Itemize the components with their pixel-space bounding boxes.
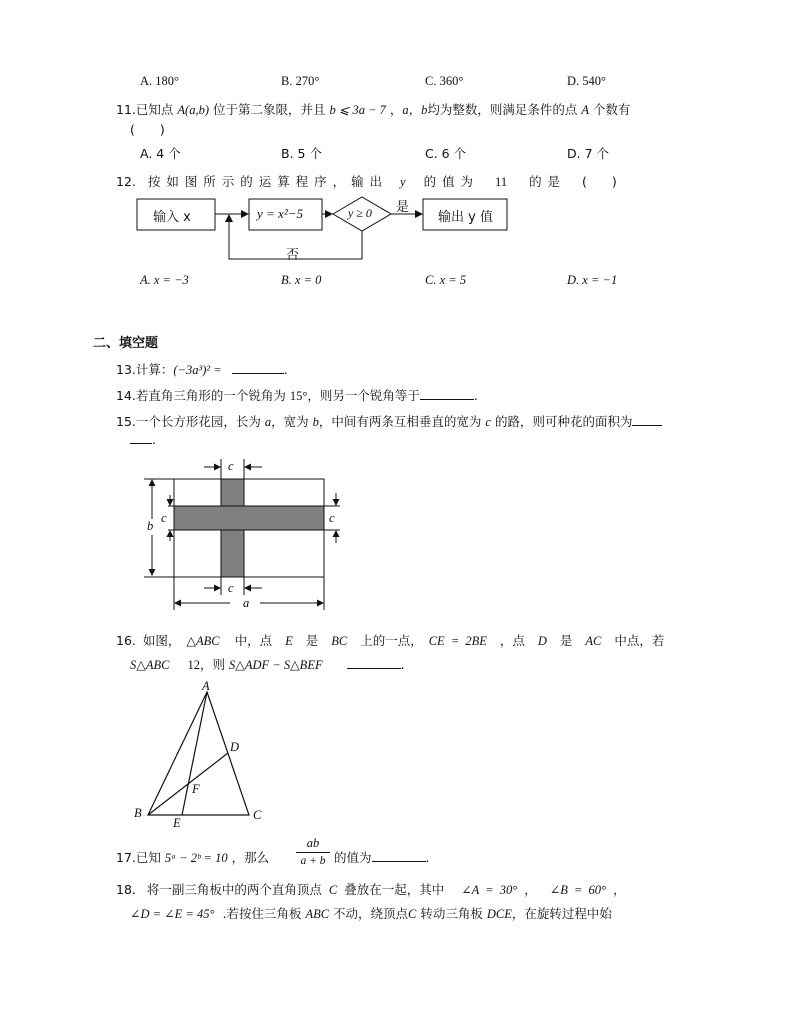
q14-number: 14. <box>116 388 136 403</box>
flow-condition-label: y ≥ 0 <box>348 206 372 220</box>
q12-text-3: 的 是 <box>529 174 561 189</box>
q18-sep: ， <box>524 882 537 897</box>
q10-option-c: C. 360° <box>425 74 464 88</box>
q18-c2: C <box>408 907 417 921</box>
q16-text-2: 中，点 <box>234 633 273 648</box>
q16-text-6: 是 <box>559 633 573 648</box>
q11-option-d: D. 7 个 <box>567 146 609 161</box>
q13-text: 计算： <box>135 362 174 377</box>
q11-text-4: 均为整数，则满足条件的点 <box>427 102 578 117</box>
q18-abc: ABC <box>305 907 330 921</box>
q18-text-2: 叠放在一起，其中 <box>344 882 445 897</box>
q18-line2 <box>130 904 612 922</box>
q17-text-3: 的值为 <box>334 850 372 865</box>
q17-fraction-numerator: ab <box>306 836 320 850</box>
q17-text-2: ，那么 <box>231 850 270 865</box>
q11-bracket: ( ) <box>130 122 165 137</box>
flow-input-label: 输入 x <box>153 210 191 225</box>
q11-text-3: ， <box>389 102 403 117</box>
q15-end: . <box>152 432 156 447</box>
q17-cond: 5ᵃ − 2ᵇ = 10 <box>164 851 228 865</box>
q12-option-a: A. x = −3 <box>140 273 189 287</box>
q11-line1 <box>116 100 631 118</box>
q15-a: a <box>264 415 272 429</box>
q16-fig-b: B <box>134 806 142 820</box>
q16-end: . <box>400 657 405 672</box>
q16-text-5: ，点 <box>499 633 525 648</box>
q12-option-d: D. x = −1 <box>567 273 618 287</box>
q11-option-b: B. 5 个 <box>281 146 322 161</box>
q12-text-1: 按 如 图 所 示 的 运 算 程 序 ， 输 出 <box>147 174 383 189</box>
q16-number: 16. <box>116 633 136 648</box>
q18-ang-a: ∠A = 30° <box>461 883 518 897</box>
q18-text-6: ，在旋转过程中始 <box>511 906 612 921</box>
q14-text-1: 若直角三角形的一个锐角为 <box>135 388 286 403</box>
q15-text-4: 的路，则可种花的面积为 <box>494 414 633 429</box>
q11-option-c: C. 6 个 <box>425 146 467 161</box>
q18-text-4: 不动，绕顶点 <box>333 906 409 921</box>
q17-fraction-bar <box>296 852 330 853</box>
q11-text-5: 个数有 <box>593 102 631 117</box>
q15-fig-c-bottom: c <box>228 581 234 595</box>
q16-e: E <box>285 634 293 648</box>
q10-option-a: A. 180° <box>140 74 180 88</box>
q18-ang-b: ∠B = 60° <box>549 883 607 897</box>
q11-point-a: A <box>581 103 590 117</box>
q12-value: 11 <box>495 175 508 189</box>
flow-no-label: 否 <box>286 248 300 263</box>
q18-ang-de: ∠D = ∠E = 45° <box>130 907 215 921</box>
q16-fig-d: D <box>230 740 240 754</box>
q16-diff: S△ADF − S△BEF <box>228 658 323 672</box>
q18-line1 <box>116 880 626 898</box>
q16-line2 <box>130 655 405 673</box>
q16-text-8: ，则 <box>199 657 225 672</box>
q12-option-c: C. x = 5 <box>425 273 467 287</box>
q15-number: 15. <box>116 414 136 429</box>
q14-answer-blank <box>420 388 474 400</box>
q15-fig-c-left: c <box>161 511 167 525</box>
q13-end: . <box>283 362 288 377</box>
q17-number: 17. <box>116 850 136 865</box>
segment-bd <box>148 753 228 815</box>
q12-number: 12. <box>116 174 136 189</box>
q16-bc: BC <box>331 634 348 648</box>
q12-text-2: 的 值 为 <box>423 174 474 189</box>
q15-c: c <box>485 415 491 429</box>
q15-answer-blank-2 <box>130 432 152 444</box>
q18-number: 18. <box>116 882 136 897</box>
q11-point: A(a,b) <box>177 103 209 117</box>
q16-text-4: 上的一点， <box>360 633 423 648</box>
q14-text-2: ，则另一个锐角等于 <box>307 388 420 403</box>
q18-text-5: 转动三角板 <box>420 906 483 921</box>
q16-eq: CE = 2BE <box>428 634 487 648</box>
q16-text-3: 是 <box>305 633 319 648</box>
q16-ac: AC <box>585 634 602 648</box>
q16-d: D <box>537 634 547 648</box>
q11-vars: a，b <box>402 103 428 117</box>
q13-expr: (−3a³)² = <box>173 363 222 377</box>
q16-tri: △ABC <box>186 634 220 648</box>
q17-line-b <box>334 848 430 866</box>
q18-text-3: .若按住三角板 <box>222 906 302 921</box>
q12-option-b: B. x = 0 <box>281 273 322 287</box>
q18-dce: DCE <box>486 907 512 921</box>
q10-option-d: D. 540° <box>567 74 607 88</box>
q15-line2 <box>130 432 156 447</box>
q16-figure <box>130 678 280 828</box>
horizontal-road <box>174 506 324 530</box>
q17-answer-blank <box>372 850 426 862</box>
q10-option-b: B. 270° <box>281 74 320 88</box>
q15-text-2: ，宽为 <box>271 414 309 429</box>
q15-text-1: 一个长方形花园，长为 <box>135 414 261 429</box>
q15-fig-c-right: c <box>329 511 335 525</box>
q15-figure <box>130 455 350 623</box>
q12-flowchart <box>130 193 515 265</box>
q16-text-1: 如图， <box>142 633 181 648</box>
q17-end: . <box>425 850 430 865</box>
q16-fig-c: C <box>253 808 262 822</box>
q15-line1 <box>116 412 662 430</box>
q16-area: S△ABC <box>130 658 170 672</box>
q14-line <box>116 386 478 404</box>
q16-fig-f: F <box>192 782 200 796</box>
q16-text-7: 中点，若 <box>614 633 665 648</box>
q12-line1 <box>116 172 617 190</box>
q13-number: 13. <box>116 362 136 377</box>
q15-fig-c-top: c <box>228 459 234 473</box>
q16-answer-blank <box>347 657 401 669</box>
q16-fig-a: A <box>202 679 210 693</box>
section-title: 二、填空题 <box>93 336 159 351</box>
q18-text-1: 将一副三角板中的两个直角顶点 <box>146 882 322 897</box>
q17-text-1: 已知 <box>135 850 161 865</box>
q18-c1: C <box>328 883 338 897</box>
q12-bracket: ( ) <box>582 174 617 189</box>
flow-yes-label: 是 <box>396 200 410 215</box>
flow-output-label: 输出 y 值 <box>438 210 493 225</box>
flow-formula-label: y = x²−5 <box>257 206 303 221</box>
q16-fig-e: E <box>173 816 181 830</box>
q11-option-a: A. 4 个 <box>140 146 181 161</box>
q11-text-1: 已知点 <box>135 102 174 117</box>
q16-area-val: 12 <box>187 658 200 672</box>
q11-condition: b ⩽ 3a − 7 <box>329 103 386 117</box>
q16-line1 <box>116 631 664 649</box>
q17-line <box>116 848 269 866</box>
q15-text-3: ，中间有两条互相垂直的宽为 <box>318 414 482 429</box>
q14-angle: 15° <box>289 389 308 403</box>
q11-number: 11. <box>116 102 136 117</box>
q15-b: b <box>312 415 319 429</box>
q11-text-2: 位于第二象限，并且 <box>212 102 326 117</box>
q12-var: y <box>400 175 406 189</box>
q18-line1-end: ， <box>613 882 626 897</box>
q13-line <box>116 360 288 378</box>
q15-fig-a: a <box>243 596 250 610</box>
q14-end: . <box>473 388 478 403</box>
q13-answer-blank <box>232 362 284 374</box>
q17-fraction-denominator: a + b <box>300 855 326 867</box>
q15-fig-b: b <box>147 519 154 533</box>
q15-answer-blank-1 <box>632 414 662 426</box>
